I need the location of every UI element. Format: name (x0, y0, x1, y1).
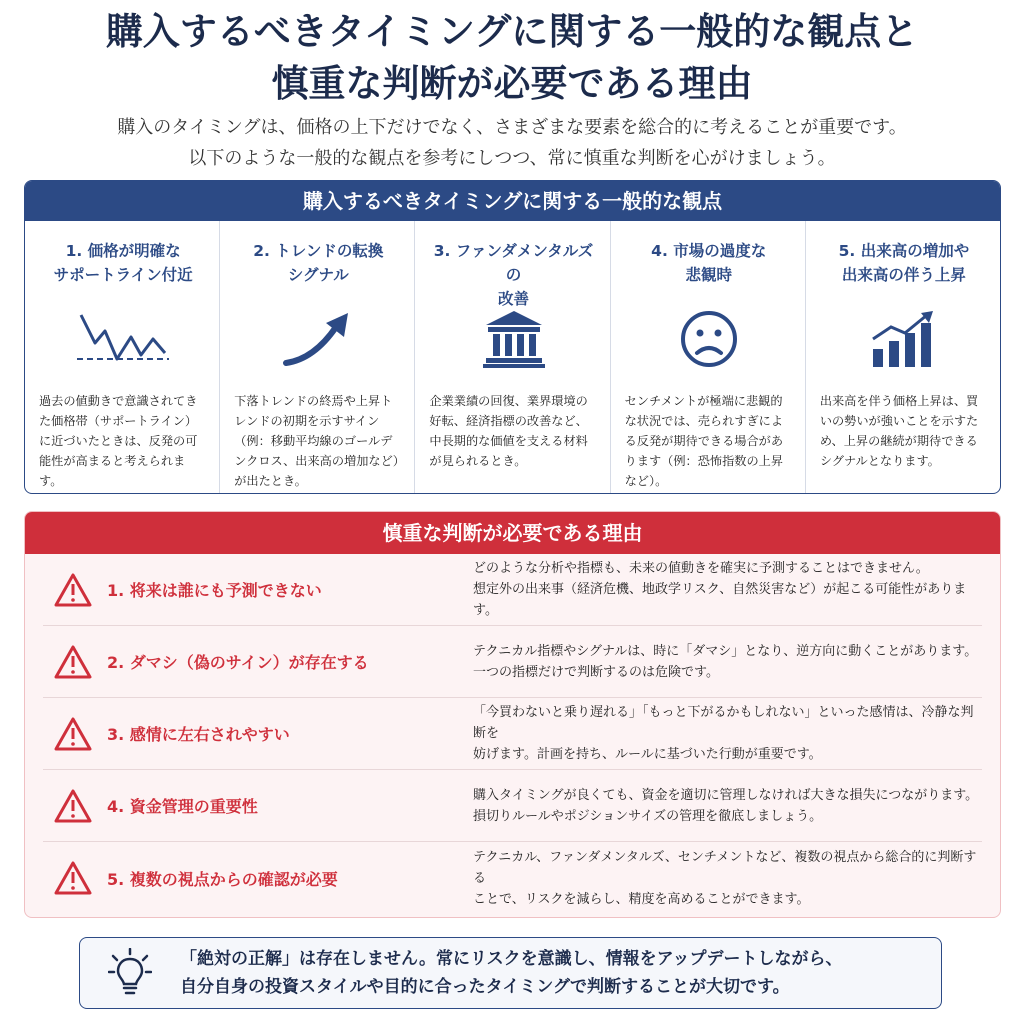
support-line-chart-icon (39, 291, 207, 387)
reason-title: 5. 複数の視点からの確認が必要 (107, 869, 338, 889)
warning-icon (43, 644, 103, 680)
note-line1: 「絶対の正解」は存在しません。常にリスクを意識し、情報をアップデートしながら、 (180, 949, 843, 969)
viewpoint-title-line1: 2. トレンドの転換 (253, 242, 384, 260)
reason-row (43, 698, 982, 770)
viewpoint-desc: 出来高を伴う価格上昇は、買いの勢いが強いことを示すため、上昇の継続が期待できるシグナルとなります。 (819, 394, 979, 468)
warning-icon (43, 572, 103, 608)
viewpoint-desc: 企業業績の回復、業界環境の好転、経済指標の改善など、中長期的な価値を支える材料が見られるとき。 (429, 394, 588, 468)
reason-desc-line1: 購入タイミングが良くても、資金を適切に管理しなければ大きな損失につながります。 (473, 787, 979, 803)
viewpoints-section (24, 180, 1001, 494)
reason-desc (433, 785, 982, 827)
reasons-heading: 慎重な判断が必要である理由 (25, 512, 1000, 554)
viewpoint-title (625, 239, 793, 291)
viewpoint-card (415, 221, 610, 493)
reason-desc (433, 558, 982, 621)
warning-icon (43, 788, 103, 824)
reason-desc-line2: 想定外の出来事（経済危機、地政学リスク、自然災害など）が起こる可能性があります。 (473, 582, 967, 618)
viewpoint-title (429, 239, 597, 308)
page-title (0, 6, 1024, 110)
viewpoint-desc: センチメントが極端に悲観的な状況では、売られすぎによる反発が期待できる場合があります（例：恐怖指数の上昇など）。 (624, 394, 784, 488)
reason-desc-line1: どのような分析や指標も、未来の値動きを確実に予測することはできません。 (473, 561, 929, 576)
viewpoint-title-line2: 出来高の伴う上昇 (841, 266, 966, 284)
reason-desc (433, 847, 982, 910)
viewpoint-title-line1: 5. 出来高の増加や (838, 242, 970, 260)
viewpoint-card (220, 221, 415, 493)
reason-desc-line2: ことで、リスクを減らし、精度を高めることができます。 (473, 891, 810, 907)
reasons-section (24, 511, 1001, 918)
viewpoint-title-line1: 4. 市場の過度な (651, 242, 767, 260)
conclusion-note (79, 937, 942, 1009)
reason-row (43, 626, 982, 698)
viewpoint-title-line2: 改善 (498, 290, 530, 308)
reason-desc (433, 641, 982, 683)
viewpoint-title-line1: 3. ファンダメンタルズの (433, 242, 594, 284)
page-title-line1: 購入するべきタイミングに関する一般的な観点と (105, 10, 919, 53)
viewpoint-card (25, 221, 220, 493)
trend-up-arrow-icon (234, 291, 402, 387)
reason-title: 2. ダマシ（偽のサイン）が存在する (107, 653, 369, 672)
viewpoint-desc: 過去の値動きで意識されてきた価格帯（サポートライン）に近づいたときは、反発の可能性が高まると考えられます。 (39, 394, 198, 488)
warning-icon (43, 860, 103, 896)
lightbulb-icon (80, 948, 180, 998)
viewpoint-title-line1: 1. 価格が明確な (65, 242, 181, 260)
reason-row (43, 770, 982, 842)
reason-desc-line2: 損切りルールやポジションサイズの管理を徹底しましょう。 (473, 808, 823, 824)
reason-desc-line1: テクニカル指標やシグナルは、時に「ダマシ」となり、逆方向に動くことがあります。 (473, 643, 978, 659)
reason-title: 1. 将来は誰にも予測できない (107, 581, 322, 600)
viewpoint-card (806, 221, 1000, 493)
viewpoint-card (611, 221, 806, 493)
warning-icon (43, 716, 103, 752)
page-title-line2: 慎重な判断が必要である理由 (271, 62, 753, 105)
reason-desc (433, 702, 982, 765)
reason-desc-line1: テクニカル、ファンダメンタルズ、センチメントなど、複数の視点から総合的に判断する (473, 849, 977, 886)
viewpoint-title (234, 239, 402, 291)
volume-bar-chart-icon (820, 291, 988, 387)
note-line2: 自分自身の投資スタイルや目的に合ったタイミングで判断することが大切です。 (180, 977, 790, 997)
viewpoint-title-line2: シグナル (287, 266, 349, 284)
viewpoint-title-line2: サポートライン付近 (53, 266, 193, 284)
page-subtitle (0, 112, 1024, 174)
reason-row (43, 554, 982, 626)
reason-title: 4. 資金管理の重要性 (107, 797, 258, 816)
reason-desc-line2: 妨げます。計画を持ち、ルールに基づいた行動が重要です。 (473, 747, 822, 762)
subtitle-line1: 購入のタイミングは、価格の上下だけでなく、さまざまな要素を総合的に考えることが重要です。 (117, 117, 907, 138)
sad-face-icon (625, 291, 793, 387)
reason-row (43, 842, 982, 914)
reason-desc-line1: 「今買わないと乗り遅れる」「もっと下がるかもしれない」といった感情は、冷静な判断を (473, 705, 974, 741)
viewpoint-title (39, 239, 207, 291)
note-text (180, 945, 843, 1001)
reason-desc-line2: 一つの指標だけで判断するのは危険です。 (473, 664, 719, 680)
viewpoints-heading: 購入するべきタイミングに関する一般的な観点 (25, 181, 1000, 221)
viewpoint-title (820, 239, 988, 291)
reason-title: 3. 感情に左右されやすい (107, 725, 290, 744)
viewpoint-title-line2: 悲観時 (685, 266, 732, 284)
viewpoint-desc: 下落トレンドの終焉や上昇トレンドの初期を示すサイン（例：移動平均線のゴールデンクロス、出来高の増加など）が出たとき。 (234, 394, 399, 488)
subtitle-line2: 以下のような一般的な観点を参考にしつつ、常に慎重な判断を心がけましょう。 (188, 148, 836, 169)
